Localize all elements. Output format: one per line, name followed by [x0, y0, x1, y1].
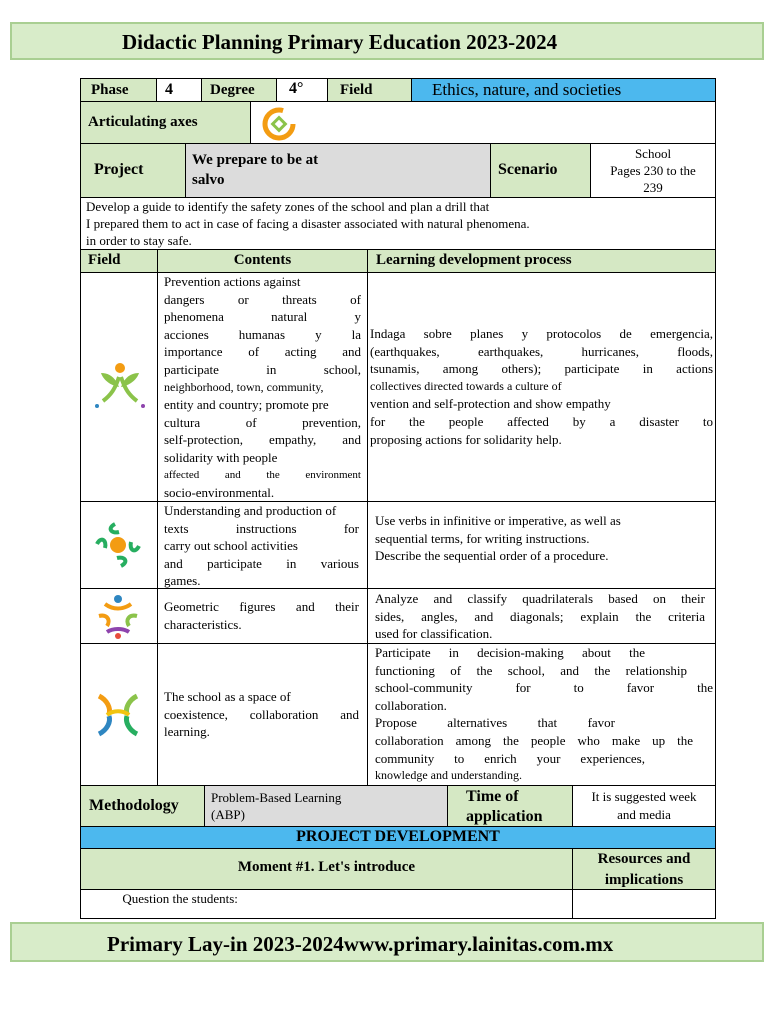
contents-line: texts instructions for [164, 520, 359, 536]
project-label: Project [94, 161, 144, 178]
resources-title-line-2: implications [604, 872, 684, 888]
knowledge-scientific-thinking-icon [93, 594, 143, 640]
process-text-ethics [370, 325, 713, 448]
degree-label-cell [201, 78, 277, 102]
degree-value: 4° [289, 80, 304, 97]
project-value-line-2: salvo [192, 172, 225, 188]
project-value [192, 150, 318, 190]
methodology-value-cell [204, 785, 448, 827]
footer-banner [10, 922, 764, 962]
contents-text-ethics [164, 273, 361, 502]
contents-line: Prevention actions against [164, 274, 301, 289]
process-line: proposing actions for solidarity help. [370, 431, 562, 447]
time-label-line-2: application [466, 808, 543, 825]
process-line: Indaga sobre planes y protocolos de emergencia, [370, 326, 713, 341]
inclusion-axis-icon [259, 106, 299, 142]
axes-label: Articulating axes [88, 114, 198, 130]
process-line: Propose alternatives that favor [375, 715, 615, 731]
contents-line: carry out school activities [164, 538, 298, 554]
contents-line: learning. [164, 724, 210, 740]
process-line: for the people affected by a disaster to [370, 413, 713, 429]
table-row-field-knowledge [80, 588, 158, 644]
time-value-cell [572, 785, 716, 827]
scenario-label-cell [490, 143, 591, 198]
methodology-label: Methodology [89, 797, 179, 814]
footer-text: Primary Lay-in 2023-2024www.primary.lainitas.com.mx [107, 932, 614, 956]
time-value-line-1: It is suggested week [591, 789, 697, 804]
project-value-cell [185, 143, 491, 198]
field-label-cell [327, 78, 412, 102]
methodology-value-line-2: (ABP) [211, 807, 245, 822]
table-row-contents-ethics [157, 272, 368, 502]
header-banner [10, 22, 764, 60]
contents-line: Geometric figures and their [164, 599, 359, 614]
contents-line: affected and the environment [164, 468, 361, 481]
contents-line: acciones humanas y la [164, 326, 361, 342]
process-line: tsunamis, among others); participate in actions [370, 361, 713, 377]
table-row-contents-community [157, 643, 368, 786]
process-text-languages [375, 512, 710, 565]
contents-line: self-protection, empathy, and [164, 432, 361, 448]
degree-value-cell [276, 78, 328, 102]
contents-line: Understanding and production of [164, 503, 337, 518]
table-row-process-community [367, 643, 716, 786]
process-line: sides, angles, and diagonals; explain the criteria [375, 608, 705, 624]
methodology-label-cell [80, 785, 205, 827]
process-line: sequential terms, for writing instructions. [375, 530, 590, 546]
contents-line: coexistence, collaboration and [164, 706, 359, 722]
process-line: Analyze and classify quadrilaterals based on their [375, 591, 705, 606]
axes-value-cell [250, 101, 716, 144]
languages-icon [93, 520, 143, 570]
table-row-contents-knowledge [157, 588, 368, 644]
process-line: collectives directed towards a culture of [370, 378, 562, 393]
table-row-field-community [80, 643, 158, 786]
contents-line: cultura of prevention, [164, 414, 361, 430]
contents-header-text: Contents [233, 252, 292, 268]
scenario-value-cell [590, 143, 716, 198]
process-header-text: Learning development process [376, 252, 572, 268]
project-development-header [80, 826, 716, 849]
purpose-cell [80, 197, 716, 250]
contents-column-header [157, 249, 368, 273]
table-row-process-knowledge [367, 588, 716, 644]
purpose-text [86, 198, 530, 249]
process-line: Use verbs in infinitive or imperative, as well as [375, 513, 621, 528]
field-label: Field [340, 82, 373, 98]
purpose-line-2: I prepared them to act in case of facing a disaster associated with natural phenomena. [86, 216, 530, 231]
degree-label: Degree [210, 82, 255, 98]
phase-label-cell [80, 78, 157, 102]
contents-line: The school as a space of [164, 689, 291, 704]
question-cell [80, 889, 573, 919]
project-label-cell [80, 143, 186, 198]
scenario-value-line-2: Pages 230 to the [610, 163, 696, 178]
table-row-process-ethics [367, 272, 716, 502]
contents-line: importance of acting and [164, 344, 361, 360]
contents-text-knowledge [164, 598, 359, 633]
process-text-knowledge [375, 590, 705, 643]
process-line: used for classification. [375, 626, 493, 642]
question-text: Question the students: [109, 891, 225, 906]
scenario-value-line-1: School [634, 146, 672, 161]
table-row-process-languages [367, 501, 716, 589]
human-community-icon [93, 690, 143, 740]
contents-line: socio-environmental. [164, 485, 275, 501]
contents-line: phenomena natural y [164, 309, 361, 325]
table-row-contents-languages [157, 501, 368, 589]
methodology-value [211, 789, 341, 823]
field-column-header [80, 249, 158, 273]
process-text-community [375, 644, 713, 785]
time-label-cell [447, 785, 573, 827]
contents-line: and participate in various [164, 555, 359, 571]
process-line: Describe the sequential order of a procedure. [375, 548, 609, 564]
scenario-value-line-3: 239 [643, 180, 663, 195]
process-line: collaboration among the people who make up the [375, 732, 693, 748]
process-line: community to enrich your experiences, [375, 750, 645, 766]
contents-text-languages [164, 502, 359, 590]
process-line: collaboration. [375, 697, 447, 713]
project-value-line-1: We prepare to be at [192, 152, 319, 168]
time-label-line-1: Time of [466, 788, 519, 805]
contents-line: entity and country; promote pre [164, 397, 329, 413]
resources-cell [572, 848, 716, 890]
field-header-text: Field [88, 252, 121, 268]
field-value: Ethics, nature, and societies [432, 80, 622, 99]
time-value-line-2: and media [617, 807, 671, 822]
purpose-line-1: Develop a guide to identify the safety zones of the school and plan a drill that [86, 199, 490, 214]
contents-line: neighborhood, town, community, [164, 379, 324, 394]
table-row-field-ethics [80, 272, 158, 502]
field-value-cell [411, 78, 716, 102]
project-development-title: PROJECT DEVELOPMENT [296, 828, 500, 845]
moment-cell [80, 848, 573, 890]
process-line: (earthquakes, earthquakes, hurricanes, floods, [370, 343, 713, 359]
contents-line: games. [164, 573, 201, 589]
process-line: functioning of the school, and the relationship [375, 662, 687, 678]
time-value [573, 788, 715, 824]
scenario-value [591, 145, 715, 196]
phase-value-cell [156, 78, 202, 102]
resources-title-line-1: Resources and [597, 851, 691, 867]
process-column-header [367, 249, 716, 273]
contents-text-community [164, 688, 359, 741]
contents-line: participate in school, [164, 361, 361, 377]
time-label [466, 787, 542, 827]
axes-label-cell [80, 101, 251, 144]
table-row-field-languages [80, 501, 158, 589]
contents-line: characteristics. [164, 616, 242, 632]
process-line: Participate in decision-making about the [375, 645, 645, 660]
page-title: Didactic Planning Primary Education 2023-2024 [122, 30, 558, 54]
contents-line: dangers or threats of [164, 291, 361, 307]
phase-label: Phase [91, 82, 129, 98]
process-line: knowledge and understanding. [375, 768, 522, 783]
methodology-value-line-1: Problem-Based Learning [211, 790, 342, 805]
question-resources-cell [572, 889, 716, 919]
resources-title [573, 849, 715, 891]
contents-line: solidarity with people [164, 449, 278, 465]
purpose-line-3: in order to stay safe. [86, 233, 192, 248]
phase-value: 4 [165, 81, 173, 98]
ethics-nature-societies-icon [93, 359, 145, 411]
process-line: vention and self-protection and show empathy [370, 396, 611, 412]
process-line: school-community for to favor the [375, 680, 713, 696]
moment-title: Moment #1. Let's introduce [237, 859, 416, 875]
scenario-label: Scenario [498, 161, 558, 178]
